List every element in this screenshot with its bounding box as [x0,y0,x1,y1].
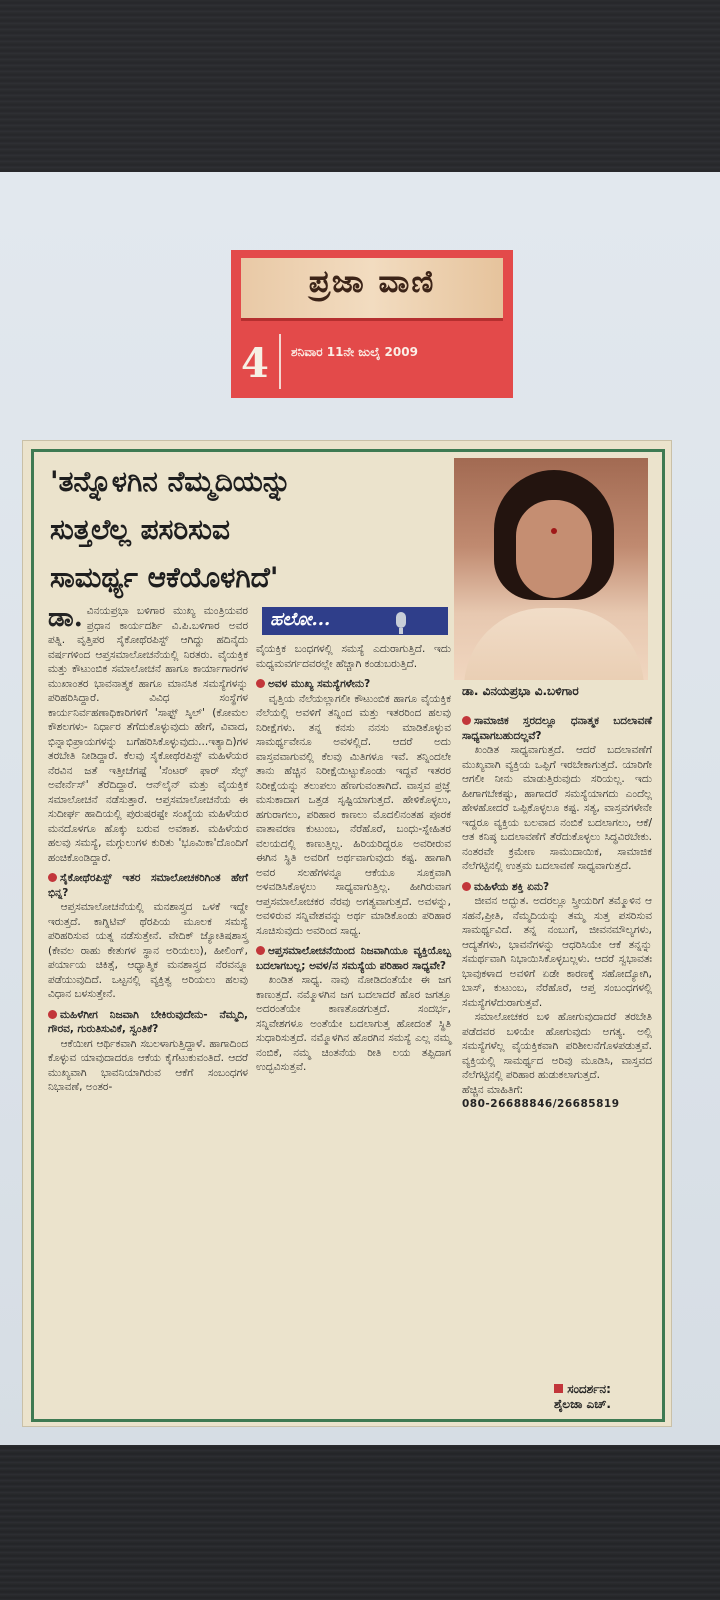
answer-1: ಆಪ್ತಸಮಾಲೋಚನೆಯಲ್ಲಿ ಮನಶಾಸ್ತ್ರದ ಒಳಕೆ ಇದ್ದೇ ಇರುತ್ತದೆ. ಕಾಗ್ನಿಟಿವ್ ಥೆರಪಿಯ ಮೂಲಕ ಸಮಸ್ಯೆ ಪರಿಹರಿಸುವ ಯತ್ನ ನಡೆಸುತ್ತೇನೆ. ವೇದಿಕ್ ಜ್ಯೋತಿಷಶಾಸ್ತ್ರ (ಕೇವಲ ರಾಹು ಕೇತುಗಳ ಸ್ಥಾನ ಅರಿಯಲು), ಹೀಲಿಂಗ್, ಪರ್ಯಾಯ ಚಿಕಿತ್ಸೆ, ಆಧ್ಯಾತ್ಮಿಕ ಮನಶಾಸ್ತ್ರದ ನೆರವನ್ನೂ ಪಡೆಯುವುದಿದೆ. ಒಟ್ಟನಲ್ಲಿ ವ್ಯಕ್ತಿತ್ವ ಅರಿಯಲು ಹಲವು ವಿಧಾನ ಬಳಸುತ್ತೇನೆ. [48,901,248,1000]
portrait-face [516,500,592,598]
question-5-text: ಸಾಮಾಜಿಕ ಸ್ತರದಲ್ಲೂ ಧನಾತ್ಮಕ ಬದಲಾವಣೆ ಸಾಧ್ಯವಾಗಬಹುದಲ್ಲವೆ? [462,715,652,742]
intro-text: ವಿನಯಪ್ರಭಾ ಬಳಿಗಾರ ಮುಖ್ಯ ಮಂತ್ರಿಯವರ ಪ್ರಧಾನ ಕಾರ್ಯದರ್ಶಿ ವಿ.ಪಿ.ಬಳಿಗಾರ ಅವರ ಪತ್ನಿ. ವೃತ್ತಿಪರ ಸೈಕೋಥೆರಪಿಸ್ಟ್ ಆಗಿದ್ದು ಹದಿನೈದು ವರ್ಷಗಳಿಂದ ಆಪ್ತಸಮಾಲೋಚನೆಯಲ್ಲಿ ನಿರತರು. ವೈಯಕ್ತಿಕ ಮತ್ತು ಕೌಟುಂಬಿಕ ಸಮಾಲೋಚನೆ ಹಾಗೂ ಕಾರ್ಯಾಗಾರಗಳ ಮುಖಾಂತರ ಭಾವನಾತ್ಮಕ ಹಾಗೂ ಮಾನಸಿಕ ಸಮಸ್ಯೆಗಳನ್ನು ಪರಿಹರಿಸಿದ್ದಾರೆ. ವಿವಿಧ ಸಂಸ್ಥೆಗಳ ಕಾರ್ಯನಿರ್ವಹಣಾಧಿಕಾರಿಗಳಿಗೆ 'ಸಾಫ್ಟ್ ಸ್ಕಿಲ್' (ಕೋಮಲ ಕೌಶಲಗಳು- ನಿರ್ಧಾರ ತೆಗೆದುಕೊಳ್ಳುವುದು ಹೇಗೆ, ವಿವಾದ, ಭಿನ್ನಾಭಿಪ್ರಾಯಗಳನ್ನು ಬಗೆಹರಿಸಿಕೊಳ್ಳುವುದು...ಇತ್ಯಾದಿ)ಗಳ ತರಬೇತಿ ನೀಡಿದ್ದಾರೆ. ಕೆಲವು ಸೈಕೋಥೆರಪಿಸ್ಟ್ ಮಹಿಳೆಯರ ನೆರವಿನ ಜತೆ ಇತ್ತೀಚೆಗಷ್ಟೆ 'ಸೆಂಟರ್ ಫಾರ್ ಸೆಲ್ಫ್ ಅವೇರ್ನೆಸ್' ತೆರೆದಿದ್ದಾರೆ. ಆನ್‌ಲೈನ್ ಮತ್ತು ವೈಯಕ್ತಿಕ ಸಮಾಲೋಚನೆ ನಡೆಸುತ್ತಾರೆ. ಆಪ್ತಸಮಾಲೋಚನೆಯ ಈ ಸುದೀರ್ಘ ಹಾದಿಯಲ್ಲಿ ಪುರುಷರಷ್ಟೇ ಸಂಖ್ಯೆಯ ಮಹಿಳೆಯರ ಮನದೊಳಗೂ ಹೊಕ್ಕು ಬರುವ ಅವಕಾಶ. ಮಹಿಳೆಯರ ಹಲವು ಸಮಸ್ಯೆ, ಮಗ್ಗುಲುಗಳ ಕುರಿತು 'ಭೂಮಿಕಾ'ದೊಂದಿಗೆ ಹಂಚಿಕೊಂಡಿದ್ದಾರೆ. [48,605,248,864]
article-column-3 [462,708,652,1112]
masthead-title-band [241,258,503,321]
interview-credit [554,1382,611,1412]
question-bullet-icon [462,716,471,725]
headline-line-3: ಸಾಮರ್ಥ್ಯ ಆಕೆಯೊಳಗಿದೆ' [50,561,279,594]
newspaper-masthead [231,250,513,398]
contact-phone: 080-26688846/26685819 [462,1098,620,1110]
article-headline [50,458,450,602]
question-bullet-icon [256,679,265,688]
microphone-icon [396,612,406,628]
more-info-label: ಹೆಚ್ಚಿನ ಮಾಹಿತಿಗೆ: [462,1083,524,1096]
credit-label-row [554,1382,611,1397]
article-column-2 [256,642,451,1075]
question-bullet-icon [462,882,471,891]
answer-5: ಖಂಡಿತ ಸಾಧ್ಯವಾಗುತ್ತದೆ. ಆದರೆ ಬದಲಾವಣೆಗೆ ಮುಖ್ಯವಾಗಿ ವ್ಯಕ್ತಿಯ ಒಪ್ಪಿಗೆ ಇರಬೇಕಾಗುತ್ತದೆ. ಯಾರಿಗೇ ಆಗಲೀ ನೀನು ಮಾಡುತ್ತಿರುವುದು ಸರಿಯಲ್ಲ. ಇದು ಹೀಗಾಗಬೇಕಷ್ಟು, ಹಾಗಾದರೆ ಸಮಸ್ಯೆಯಾಗದು ಎಂದೆಲ್ಲ ಹೇಳಹೋದರೆ ಒಪ್ಪಿಕೊಳ್ಳಲೂ ಕಷ್ಟ. ಸತ್ಯ, ವಾಸ್ತವಗಳೇನೇ ಇದ್ದರೂ ವ್ಯಕ್ತಿಯ ಬಲವಾದ ನಂಬಿಕೆ ಬದಲಾಗಲು, ಆಕೆ/ಆತ ಕನಿಷ್ಠ ಬದಲಾವಣೆಗೆ ತೆರೆದುಕೊಳ್ಳಲು ಸಿದ್ಧವಿರಬೇಕು. ನಂತರವೇ ಕ್ರಮೇಣ ಸಾಮುದಾಯಿಕ, ಸಾಮಾಜಿಕ ನೆಲೆಗಟ್ಟಿನಲ್ಲಿ ಉತ್ತಮ ಬದಲಾವಣೆ ಸಾಧ್ಯವಾಗುತ್ತದೆ. [462,744,652,872]
question-bullet-icon [48,873,57,882]
question-2 [48,1008,248,1037]
question-bullet-icon [256,946,265,955]
answer-3: ವೃತ್ತಿಯ ನೆಲೆಯಲ್ಲಾಗಲೀ ಕೌಟುಂಬಿಕ ಹಾಗೂ ವೈಯಕ್ತಿಕ ನೆಲೆಯಲ್ಲಿ ಅವಳಿಗೆ ತನ್ನಿಂದ ಮತ್ತು ಇತರರಿಂದ ಹಲವು ನಿರೀಕ್ಷೆಗಳು. ತನ್ನ ಕನಸು ನನಸು ಮಾಡಿಕೊಳ್ಳುವ ಸಾಮರ್ಥ್ಯವೇನೂ ಅವಳಲ್ಲಿದೆ. ಆದರೆ ಅದು ವಾಸ್ತವವಾಗುವಲ್ಲಿ ಕೆಲವು ಮಿತಿಗಳೂ ಇವೆ. ತನ್ನಿಂದಲೇ ತಾನು ಹೆಚ್ಚಿನ ನಿರೀಕ್ಷೆಯಿಟ್ಟುಕೊಂಡು ಇದ್ದವೆ ಇತರರ ನಿರೀಕ್ಷೆಯನ್ನು ತಲುಪಲು ಹೆಣಗುವಂತಾಗಿದೆ. ವಾಸ್ತವ ಪ್ರಜ್ಞೆ ಮಸುಕಾದಾಗ ಒತ್ತಡ ಸೃಷ್ಟಿಯಾಗುತ್ತದೆ. ಹೇಳಿಕೊಳ್ಳಲು, ಹಗುರಾಗಲು, ಪರಿಹಾರ ಕಾಣಲು ಮೊದಲಿನಂತಹ ಪೂರಕ ವಾತಾವರಣ ಕುಟುಂಬ, ನೆರೆಹೊರೆ, ಬಂಧು-ಸ್ನೇಹಿತರ ವಲಯದಲ್ಲಿ ಕಾಣುತ್ತಿಲ್ಲ. ಹಿರಿಯರಿದ್ದರೂ ಅವರೀರುವ ಈಗಿನ ಸ್ಥಿತಿ ಅವರಿಗೆ ಅರ್ಥವಾಗುವುದು ಕಷ್ಟ. ಹಾಗಾಗಿ ಅವರ ಸಲಹೆಗಳನ್ನೂ ಆಕೆಯೂ ಸೂಕ್ತವಾಗಿ ಅಳವಡಿಸಿಕೊಳ್ಳಲು ಸಾಧ್ಯವಾಗುತ್ತಿಲ್ಲ. ಹೀಗಿರುವಾಗ ಆಪ್ತಸಮಾಲೋಚಕರ ನೆರವು ಅಗತ್ಯವಾಗುತ್ತದೆ. ಅವಳನ್ನು, ಅವಳಿರುವ ಸನ್ನಿವೇಶವನ್ನು ಅರ್ಥ ಮಾಡಿಕೊಂಡು ಪರಿಹಾರ ಸೂಚಿಸುವುದು ಅವರಿಂದ ಸಾಧ್ಯ. [256,692,451,937]
question-3 [256,677,451,692]
masthead-divider [279,334,281,389]
question-4-text: ಆಪ್ತಸಮಾಲೋಚನೆಯಿಂದ ನಿಜವಾಗಿಯೂ ವ್ಯಕ್ತಿಯೊಬ್ಬ ಬದಲಾಗಬಲ್ಲ; ಅವಳ/ನ ಸಮಸ್ಯೆಯ ಪರಿಹಾರ ಸಾಧ್ಯವೇ? [256,945,451,972]
dropcap: ಡಾ. [48,603,83,633]
section-logo [262,607,448,635]
background-bottom [0,1445,720,1600]
question-6-text: ಮಹಿಳೆಯ ಶಕ್ತಿ ಏನು? [474,880,550,893]
portrait-photo [454,458,648,680]
portrait-bindi [551,528,557,534]
question-3-text: ಅವಳ ಮುಖ್ಯ ಸಮಸ್ಯೆಗಳೇನು? [268,678,371,690]
answer-6-continued: ಸಮಾಲೋಚಕರ ಬಳಿ ಹೋಗುವುದಾದರೆ ತರಬೇತಿ ಪಡೆದವರ ಬಳಿಯೇ ಹೋಗುವುದು ಅಗತ್ಯ. ಅಲ್ಲಿ ಸಮಸ್ಯೆಗಳೆಲ್ಲ ವೈಯಕ್ತಿಕವಾಗಿ ಪರಿಶೀಲನೆಗೊಳಪಡುತ್ತವೆ. ವ್ಯಕ್ತಿಯಲ್ಲಿ ಸಾಮರ್ಥ್ಯದ ಅರಿವು ಮೂಡಿಸಿ, ವಾಸ್ತವದ ನೆಲೆಗಟ್ಟಿನಲ್ಲಿ ಪರಿಹಾರ ಹುಡುಕಲಾಗುತ್ತದೆ. [462,1011,652,1081]
credit-label: ಸಂದರ್ಶನ: [567,1382,611,1396]
credit-marker-icon [554,1384,563,1393]
question-5 [462,714,652,743]
publication-date: ಶನಿವಾರ 11ನೇ ಜುಲೈ 2009 [291,345,418,359]
answer-4: ಖಂಡಿತ ಸಾಧ್ಯ. ನಾವು ನೋಡಿದಂತೆಯೇ ಈ ಜಗ ಕಾಣುತ್ತದೆ. ನಮ್ಮೊಳಗಿನ ಜಗ ಬದಲಾದರೆ ಹೊರ ಜಗತ್ತೂ ಅದರಂತೆಯೇ ಕಾಣತೊಡಗುತ್ತದೆ. ಸಂದರ್ಭ, ಸನ್ನಿವೇಶಗಳೂ ಅಂತೆಯೇ ಬದಲಾಗುತ್ತ ಹೋದಂತೆ ಸ್ಥಿತಿ ಸುಧಾರಿಸುತ್ತದೆ. ನಮ್ಮೊಳಗಿನ ಹೊರಗಿನ ಸಮಸ್ಯೆ ಎಲ್ಲ ನಮ್ಮ ನಂಬಿಕೆ, ನಮ್ಮ ಚಿಂತನೆಯ ರೀತಿ ಲಯ ತಪ್ಪಿದಾಗ ಉದ್ಭವಿಸುತ್ತವೆ. [256,974,451,1073]
section-logo-text: ಹಲೋ... [270,609,331,630]
article-column-1 [48,604,248,1095]
question-1 [48,871,248,900]
question-4 [256,944,451,973]
newspaper-article [22,440,672,1427]
answer-6: ಜೀವನ ಅದ್ಭುತ. ಅದರಲ್ಲೂ ಸ್ತ್ರೀಯರಿಗೆ ತಮ್ಮೊಳಿನ ಆ ಸಹನೆ,ಪ್ರೀತಿ, ನೆಮ್ಮದಿಯನ್ನು ತಮ್ಮ ಸುತ್ತ ಪಸರಿಸುವ ಸಾಮರ್ಥ್ಯವಿದೆ. ತನ್ನ ನಂಬುಗೆ, ಜೀವನಮೌಲ್ಯಗಳು, ಆದ್ಯತೆಗಳು, ಭಾವನೆಗಳನ್ನು ಆಧರಿಸಿಯೇ ಆಕೆ ತನ್ನನ್ನು ಸಮರ್ಥವಾಗಿ ನಿಭಾಯಿಸಿಕೊಳ್ಳಬಲ್ಲಳು. ಆದರೆ ಸ್ವಭಾವತಃ ಭಾವುಕಳಾದ ಅವಳಿಗೆ ಏಡೇ ಕಾರಣಕ್ಕೆ ಸಹೋದ್ಯೋಗಿ, ಬಾಸ್, ಕುಟುಂಬ, ನೆರೆಹೊರೆ, ಆಪ್ತ ಸಂಬಂಧಗಳಲ್ಲಿ ಸಮಸ್ಯೆಗಳೆದುರಾಗುತ್ತವೆ. [462,895,652,1009]
headline-line-1: 'ತನ್ನೊಳಗಿನ ನೆಮ್ಮದಿಯನ್ನು [50,465,292,498]
photo-caption: ಡಾ. ವಿನಯಪ್ರಭಾ ವಿ.ಬಳಿಗಾರ [462,684,579,698]
intro-paragraph [48,604,248,865]
credit-name: ಶೈಲಜಾ ಎಚ್. [554,1397,611,1411]
question-bullet-icon [48,1010,57,1019]
question-2-text: ಮಹಿಳೆಗೀಗ ನಿಜವಾಗಿ ಬೇಕಿರುವುದೇನು- ನೆಮ್ಮದಿ, ಗೌರವ, ಗುರುತಿಸುವಿಕೆ, ಸ್ವಂತಿಕೆ? [48,1008,248,1035]
background-top [0,0,720,180]
column-2-intro: ವೈಯಕ್ತಿಕ ಬಂಧಗಳಲ್ಲಿ ಸಮಸ್ಯೆ ಎದುರಾಗುತ್ತಿದೆ. ಇದು ಮಧ್ಯಮವರ್ಗದವರಲ್ಲೇ ಹೆಚ್ಚಾಗಿ ಕಂಡುಬರುತ್ತಿದೆ. [256,643,451,670]
article-frame [31,449,665,1422]
headline-line-2: ಸುತ್ತಲೆಲ್ಲ ಪಸರಿಸುವ [50,513,230,546]
question-1-text: ಸೈಕೋಥೆರಪಿಸ್ಟ್ ಇತರ ಸಮಾಲೋಚಕರಿಗಿಂತ ಹೇಗೆ ಭಿನ್ನ? [48,872,248,899]
newspaper-title: ಪ್ರಜಾ ವಾಣಿ [308,264,436,300]
question-6 [462,880,652,895]
portrait-saree [464,608,644,680]
page-number: 4 [241,340,269,387]
answer-2: ಆಕೆಯೀಗ ಆರ್ಥಿಕವಾಗಿ ಸಬಲಳಾಗುತ್ತಿದ್ದಾಳೆ. ಹಾಗಾದಿಂದ ಕೊಳ್ಳುವ ಯಾವುದಾದರೂ ಆಕೆಯ ಕೈಗೆಟುಕುವಂತಿದೆ. ಆದರೆ ಮುಖ್ಯವಾಗಿ ಭಾವನಿಯಾಗಿರುವ ಆಕೆಗೆ ಸಂಬಂಧಗಳ ನಿಭಾವಣೆ, ಅಂತರ- [48,1037,248,1093]
